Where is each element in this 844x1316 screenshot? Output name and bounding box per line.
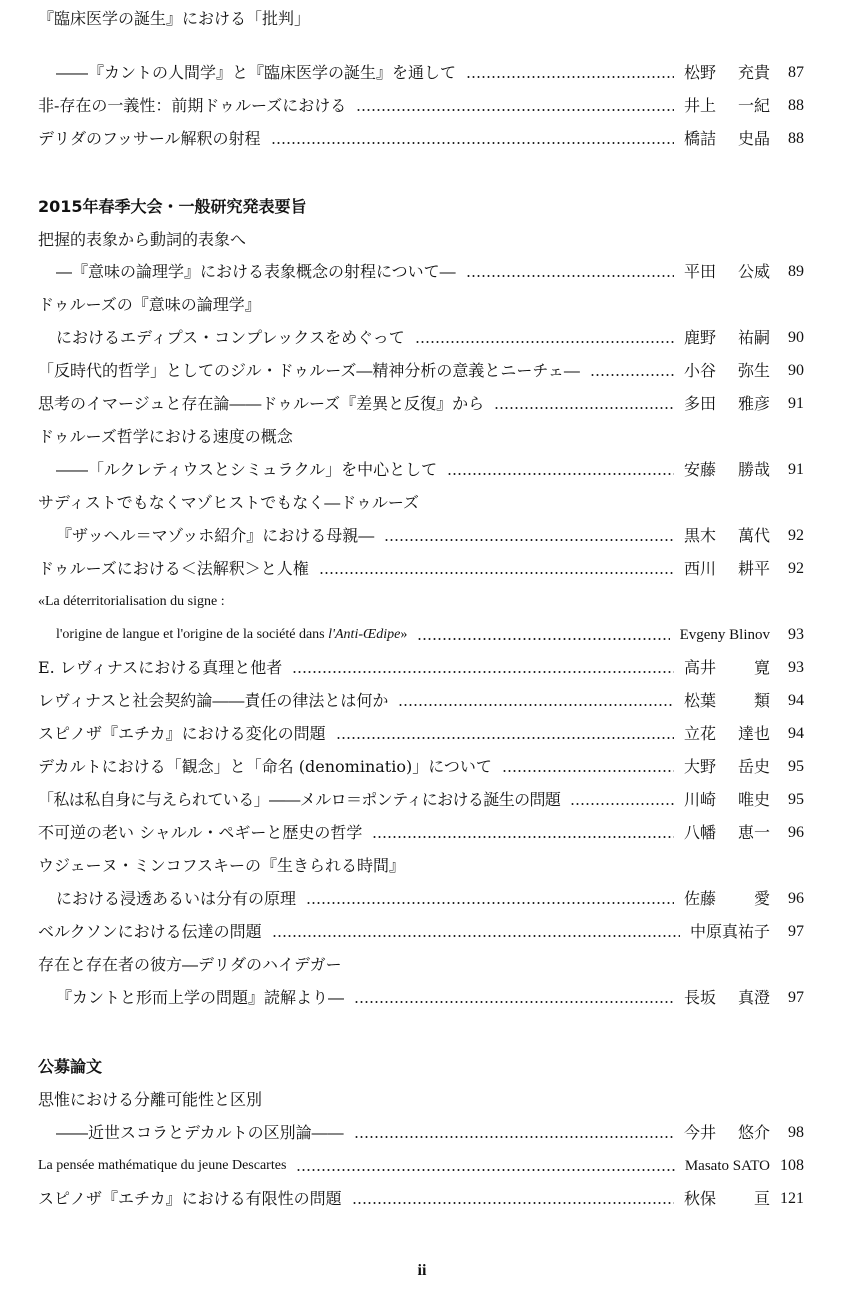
entry-title: 思考のイマージュと存在論――ドゥルーズ『差異と反復』から <box>38 394 485 413</box>
entry-title: スピノザ『エチカ』における変化の問題 <box>38 724 326 743</box>
entry-title: サディストでもなくマゾヒストでもなく―ドゥルーズ <box>38 493 420 512</box>
toc-entry[interactable] <box>38 126 804 152</box>
entry-title: 「私は私自身に与えられている」――メルロ＝ポンティにおける誕生の問題 <box>38 790 561 809</box>
dot-leader <box>354 1001 674 1003</box>
dot-leader <box>466 275 674 277</box>
entry-author: 小谷 弥生 <box>684 361 770 380</box>
entry-author: 多田 雅彦 <box>684 394 770 413</box>
toc-entry[interactable] <box>38 754 804 780</box>
toc-entry <box>38 589 804 615</box>
dot-leader <box>319 572 674 574</box>
dot-leader <box>590 374 674 376</box>
entry-page-number: 97 <box>788 989 804 1006</box>
entry-author: 井上 一紀 <box>684 96 770 115</box>
toc-entry[interactable] <box>38 457 804 483</box>
dot-leader <box>271 142 674 144</box>
entry-page-number: 88 <box>788 97 804 114</box>
entry-title: 『カントと形而上学の問題』読解より― <box>56 988 345 1007</box>
dot-leader <box>352 1202 674 1204</box>
entry-page-number: 93 <box>788 659 804 676</box>
entry-page-number: 87 <box>788 64 804 81</box>
toc-entry <box>38 1087 804 1113</box>
dot-leader <box>447 473 674 475</box>
entry-title: ウジェーヌ・ミンコフスキーの『生きられる時間』 <box>38 856 406 875</box>
dot-leader <box>417 638 669 640</box>
entry-author: 橋詰 史晶 <box>684 129 770 148</box>
entry-page-number: 93 <box>788 626 804 643</box>
toc-entry[interactable] <box>38 60 804 86</box>
toc-entry[interactable] <box>38 259 804 285</box>
entry-title: におけるエディプス・コンプレックスをめぐって <box>56 328 405 347</box>
entry-title: La pensée mathématique du jeune Descartes <box>38 1158 287 1173</box>
entry-title: 『ザッヘル＝マゾッホ紹介』における母親― <box>56 526 375 545</box>
entry-title: 把握的表象から動詞的表象へ <box>38 230 247 249</box>
entry-page-number: 89 <box>788 263 804 280</box>
entry-page-number: 96 <box>788 890 804 907</box>
entry-author: 松野 充貴 <box>684 63 770 82</box>
entry-page-number: 96 <box>788 824 804 841</box>
section-heading: 2015年春季大会・一般研究発表要旨 <box>38 197 307 216</box>
dot-leader <box>336 737 674 739</box>
entry-page-number: 94 <box>788 725 804 742</box>
dot-leader <box>415 341 674 343</box>
section-heading: 公募論文 <box>38 1057 103 1076</box>
entry-page-number: 108 <box>780 1157 804 1174</box>
dot-leader <box>570 803 674 805</box>
page-folio: ii <box>417 1262 427 1279</box>
toc-entry <box>38 490 804 516</box>
entry-title: ――『カントの人間学』と『臨床医学の誕生』を通して <box>56 63 457 82</box>
dot-leader <box>384 539 674 541</box>
entry-title: レヴィナスと社会契約論――責任の律法とは何か <box>38 691 389 710</box>
toc-entry[interactable] <box>38 93 804 119</box>
entry-title: 不可逆の老い シャルル・ペギーと歴史の哲学 <box>38 823 363 842</box>
dot-leader <box>292 671 674 673</box>
entry-author: 西川 耕平 <box>684 559 770 578</box>
entry-page-number: 91 <box>788 395 804 412</box>
toc-entry[interactable] <box>38 886 804 912</box>
dot-leader <box>296 1169 674 1171</box>
toc-entry[interactable] <box>38 622 804 648</box>
toc-entry[interactable] <box>38 1120 804 1146</box>
entry-author: 八幡 恵一 <box>684 823 770 842</box>
dot-leader <box>372 836 674 838</box>
toc-entry <box>38 952 804 978</box>
dot-leader <box>494 407 674 409</box>
entry-title: ――「ルクレティウスとシミュラクル」を中心として <box>56 460 438 479</box>
entry-author: 平田 公威 <box>684 262 770 281</box>
entry-page-number: 92 <box>788 560 804 577</box>
entry-title: ベルクソンにおける伝達の問題 <box>38 922 262 941</box>
dot-leader <box>502 770 674 772</box>
entry-page-number: 94 <box>788 692 804 709</box>
toc-entry[interactable] <box>38 820 804 846</box>
entry-title: ドゥルーズ哲学における速度の概念 <box>38 427 293 446</box>
entry-page-number: 88 <box>788 130 804 147</box>
entry-page-number: 98 <box>788 1124 804 1141</box>
dot-leader <box>306 902 674 904</box>
entry-title: スピノザ『エチカ』における有限性の問題 <box>38 1189 342 1208</box>
entry-title: ドゥルーズにおける＜法解釈＞と人権 <box>38 559 309 578</box>
entry-author: 今井 悠介 <box>684 1123 770 1142</box>
entry-author: 長坂 真澄 <box>684 988 770 1007</box>
toc-entry <box>38 6 804 32</box>
entry-title: 非‐存在の一義性：前期ドゥルーズにおける <box>38 96 347 115</box>
toc-entry[interactable] <box>38 391 804 417</box>
entry-page-number: 97 <box>788 923 804 940</box>
toc-entry[interactable] <box>38 556 804 582</box>
toc-entry[interactable] <box>38 1153 804 1179</box>
entry-title: l'origine de langue et l'origine de la société dans l'Anti-Œdipe» <box>56 627 408 642</box>
entry-page-number: 95 <box>788 758 804 775</box>
toc-entry <box>38 227 804 253</box>
toc-entry[interactable] <box>38 688 804 714</box>
entry-author: 立花 達也 <box>684 724 770 743</box>
dot-leader <box>272 935 680 937</box>
entry-author: 川崎 唯史 <box>684 790 770 809</box>
entry-author: 中原真祐子 <box>689 922 770 941</box>
entry-title: 「反時代的哲学」としてのジル・ドゥルーズ―精神分析の意義とニーチェ― <box>38 361 580 380</box>
toc-entry <box>38 424 804 450</box>
toc-entry[interactable] <box>38 358 804 384</box>
entry-title: 存在と存在者の彼方―デリダのハイデガー <box>38 955 342 974</box>
toc-entry[interactable] <box>38 655 804 681</box>
entry-title: «La déterritorialisation du signe : <box>38 594 225 609</box>
entry-author: 黒木 萬代 <box>684 526 770 545</box>
entry-page-number: 90 <box>788 329 804 346</box>
dot-leader <box>356 109 674 111</box>
entry-page-number: 121 <box>780 1190 804 1207</box>
entry-page-number: 92 <box>788 527 804 544</box>
entry-page-number: 90 <box>788 362 804 379</box>
entry-author: 安藤 勝哉 <box>684 460 770 479</box>
toc-entry[interactable] <box>38 919 804 945</box>
entry-author: 鹿野 祐嗣 <box>684 328 770 347</box>
dot-leader <box>354 1136 674 1138</box>
entry-title: デカルトにおける「観念」と「命名 (denominatio)」について <box>38 757 492 776</box>
entry-title: ――近世スコラとデカルトの区別論―― <box>56 1123 344 1142</box>
entry-author: Evgeny Blinov <box>679 627 770 643</box>
entry-author: Masato SATO <box>684 1158 770 1174</box>
entry-author: 高井 寛 <box>684 658 770 677</box>
dot-leader <box>466 76 674 78</box>
dot-leader <box>398 704 674 706</box>
toc-entry[interactable] <box>38 325 804 351</box>
entry-title: デリダのフッサール解釈の射程 <box>38 129 261 148</box>
toc-entry[interactable] <box>38 721 804 747</box>
entry-author: 秋保 亘 <box>684 1189 770 1208</box>
entry-title: ドゥルーズの『意味の論理学』 <box>38 295 261 314</box>
entry-page-number: 91 <box>788 461 804 478</box>
toc-entry[interactable] <box>38 985 804 1011</box>
entry-page-number: 95 <box>788 791 804 808</box>
entry-author: 佐藤 愛 <box>684 889 770 908</box>
entry-title: ―『意味の論理学』における表象概念の射程について― <box>56 262 456 281</box>
toc-entry <box>38 292 804 318</box>
entry-title: における浸透あるいは分有の原理 <box>56 889 297 908</box>
toc-entry <box>38 853 804 879</box>
entry-title: E. レヴィナスにおける真理と他者 <box>38 658 283 677</box>
entry-title: 『臨床医学の誕生』における「批判」 <box>38 9 311 28</box>
toc-entry[interactable] <box>38 787 804 813</box>
entry-author: 大野 岳史 <box>684 757 770 776</box>
entry-author: 松葉 類 <box>684 691 770 710</box>
entry-title: 思惟における分離可能性と区別 <box>38 1090 263 1109</box>
toc-entry[interactable] <box>38 523 804 549</box>
toc-entry[interactable] <box>38 1186 804 1212</box>
